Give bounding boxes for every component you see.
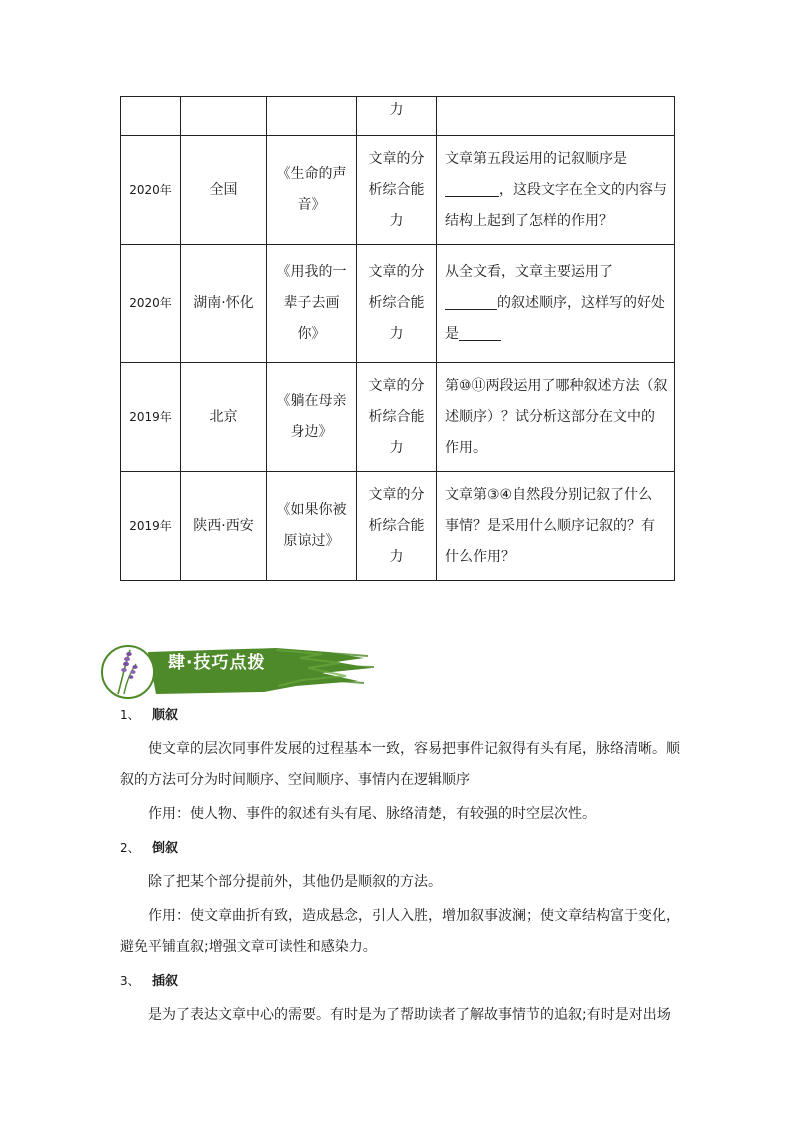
table-cell-question: [437, 97, 675, 136]
table-cell-ability: 文章的分 析综合能 力: [357, 136, 437, 245]
item-paragraph: 作用：使文章曲折有致，造成悬念，引人入胜，增加叙事波澜；使文章结构富于变化，避免平铺直叙;增强文章可读性和感染力。: [120, 908, 680, 955]
table-cell-title: 《躺在母亲 身边》: [267, 363, 357, 472]
table-cell-question: 文章第五段运用的记叙顺序是 ，这段文字在全文的内容与 结构上起到了怎样的作用？: [437, 136, 675, 245]
table-cell-ability: 文章的分 析综合能 力: [357, 363, 437, 472]
table-cell-region: [181, 97, 267, 136]
section-title: 肆·技巧点拨: [168, 653, 266, 673]
table-cell-year: 2019年: [121, 472, 181, 581]
item-number: 3、: [120, 974, 140, 988]
answer-blank: [445, 295, 497, 310]
table-cell-year: 2020年: [121, 245, 181, 363]
item-title: 倒叙: [152, 841, 179, 856]
table-cell-question: 第⑩⑪两段运用了哪种叙述方法（叙 述顺序）？试分析这部分在文中的 作用。: [437, 363, 675, 472]
table-row-continued: [121, 97, 675, 136]
item-number: 2、: [120, 841, 140, 855]
item-heading: [120, 700, 680, 731]
table-cell-title: 《如果你被 原谅过》: [267, 472, 357, 581]
table-row: [121, 363, 675, 472]
exam-question-table: [120, 96, 675, 581]
table-row: [121, 472, 675, 581]
answer-blank: [445, 182, 499, 197]
item-number: 1、: [120, 708, 140, 722]
table-cell-title: 《生命的声 音》: [267, 136, 357, 245]
table-cell-region: 陕西·西安: [181, 472, 267, 581]
table-cell-year: [121, 97, 181, 136]
answer-blank: [459, 326, 501, 341]
table-cell-ability: 力: [357, 97, 437, 136]
table-row: [121, 136, 675, 245]
table-cell-region: 全国: [181, 136, 267, 245]
item-paragraph: 使文章的层次同事件发展的过程基本一致，容易把事件记叙得有头有尾，脉络清晰。顺叙的方法可分为时间顺序、空间顺序、事情内在逻辑顺序: [120, 741, 680, 788]
item-heading: [120, 966, 680, 997]
table-row: [121, 245, 675, 363]
table-cell-region: 北京: [181, 363, 267, 472]
table-cell-question: 文章第③④自然段分别记叙了什么 事情？是采用什么顺序记叙的？有 什么作用？: [437, 472, 675, 581]
table-cell-title: [267, 97, 357, 136]
item-title: 顺叙: [152, 708, 179, 723]
item-heading: [120, 833, 680, 864]
table-cell-question: 从全文看，文章主要运用了 的叙述顺序，这样写的好处 是: [437, 245, 675, 363]
table-cell-region: 湖南·怀化: [181, 245, 267, 363]
item-paragraph: 除了把某个部分提前外，其他仍是顺叙的方法。: [148, 874, 442, 890]
table-cell-title: 《用我的一 辈子去画 你》: [267, 245, 357, 363]
item-title: 插叙: [152, 974, 179, 989]
lavender-icon: [102, 646, 154, 698]
table-cell-ability: 文章的分 析综合能 力: [357, 472, 437, 581]
table-cell-year: 2019年: [121, 363, 181, 472]
table-cell-ability: 文章的分 析综合能 力: [357, 245, 437, 363]
table-cell-year: 2020年: [121, 136, 181, 245]
item-paragraph: 作用：使人物、事件的叙述有头有尾、脉络清楚，有较强的时空层次性。: [148, 806, 596, 822]
tips-content: [120, 700, 680, 1034]
item-paragraph: 是为了表达文章中心的需要。有时是为了帮助读者了解故事情节的追叙;有时是对出场: [148, 1007, 671, 1023]
